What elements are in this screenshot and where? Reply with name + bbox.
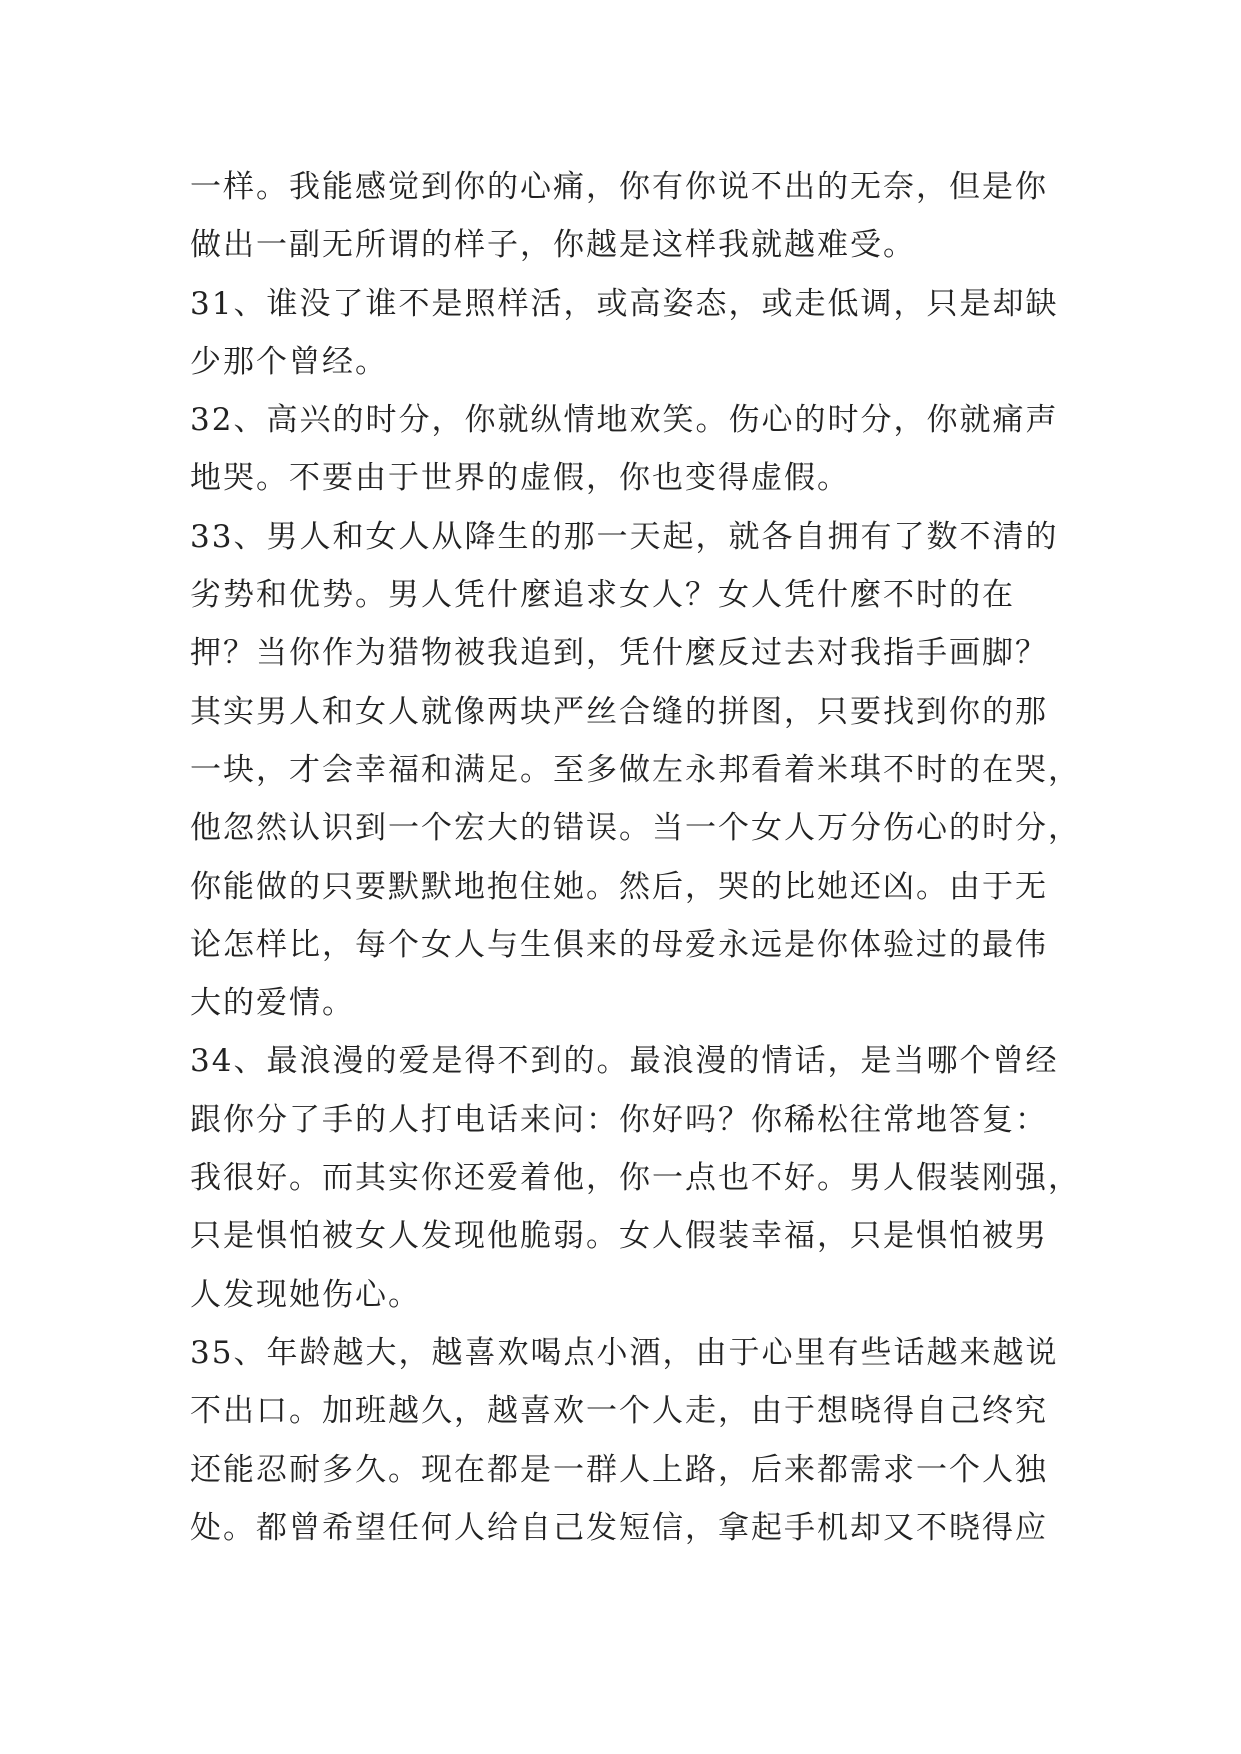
text-line: 还能忍耐多久。现在都是一群人上路，后来都需求一个人独 — [190, 1451, 1048, 1488]
text-line: 你能做的只要默默地抱住她。然后，哭的比她还凶。由于无 — [190, 868, 1048, 905]
text-line: 只是惧怕被女人发现他脆弱。女人假装幸福，只是惧怕被男 — [190, 1218, 1048, 1255]
text-line: 论怎样比，每个女人与生俱来的母爱永远是你体验过的最伟 — [190, 926, 1048, 963]
text-line: 33、男人和女人从降生的那一天起，就各自拥有了数不清的 — [190, 518, 1059, 555]
text-line: 押？当你作为猎物被我追到，凭什麼反过去对我指手画脚？ — [190, 635, 1048, 672]
text-line: 劣势和优势。男人凭什麼追求女人？女人凭什麼不时的在 — [190, 577, 1015, 614]
text-line: 34、最浪漫的爱是得不到的。最浪漫的情话，是当哪个曾经 — [190, 1043, 1059, 1080]
text-line: 大的爱情。 — [190, 985, 355, 1022]
text-line: 跟你分了手的人打电话来问：你好吗？你稀松往常地答复： — [190, 1101, 1048, 1138]
text-line: 一样。我能感觉到你的心痛，你有你说不出的无奈，但是你 — [190, 169, 1048, 205]
text-line: 其实男人和女人就像两块严丝合缝的拼图，只要找到你的那 — [190, 693, 1048, 730]
text-line: 一块，才会幸福和满足。至多做左永邦看着米琪不时的在哭， — [190, 751, 1081, 788]
text-line: 31、谁没了谁不是照样活，或高姿态，或走低调，只是却缺 — [190, 285, 1059, 322]
text-line: 人发现她伤心。 — [190, 1276, 421, 1313]
text-line: 不出口。加班越久，越喜欢一个人走，由于想晓得自己终究 — [190, 1393, 1048, 1430]
text-line: 我很好。而其实你还爱着他，你一点也不好。男人假装刚强， — [190, 1160, 1081, 1197]
text-line: 少那个曾经。 — [190, 343, 388, 380]
text-line: 做出一副无所谓的样子，你越是这样我就越难受。 — [190, 227, 916, 264]
text-line: 32、高兴的时分，你就纵情地欢笑。伤心的时分，你就痛声 — [190, 402, 1059, 439]
text-line: 地哭。不要由于世界的虚假，你也变得虚假。 — [190, 460, 850, 497]
text-line: 他忽然认识到一个宏大的错误。当一个女人万分伤心的时分， — [190, 810, 1081, 847]
body-text — [190, 158, 1081, 1557]
text-line: 处。都曾希望任何人给自己发短信，拿起手机却又不晓得应 — [190, 1509, 1048, 1546]
text-line: 35、年龄越大，越喜欢喝点小酒，由于心里有些话越来越说 — [190, 1334, 1059, 1371]
